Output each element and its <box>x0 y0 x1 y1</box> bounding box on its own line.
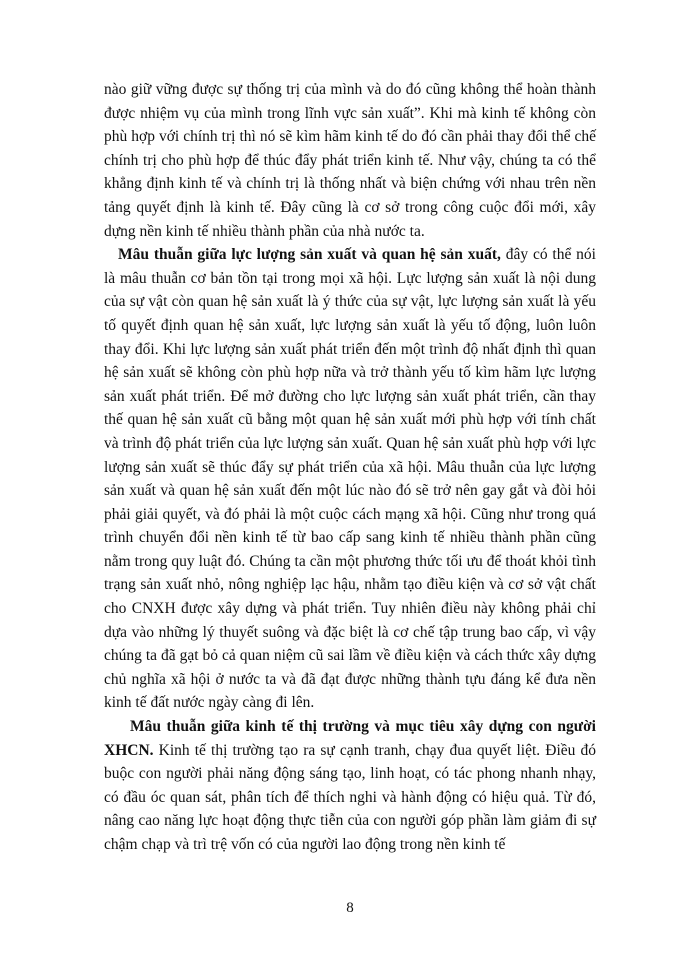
document-page <box>104 78 596 853</box>
paragraph-kinh-te-chinh-tri <box>104 78 596 243</box>
paragraph-kinh-te-thi-truong <box>104 715 596 857</box>
paragraph-lead: Mâu thuẫn giữa kinh tế thị trường và mục tiêu xây dựng con người XHCN. <box>104 718 596 759</box>
page-number: 8 <box>346 900 354 916</box>
paragraph-text: Kinh tế thị trường tạo ra sự cạnh tranh, chạy đua quyết liệt. Điều đó buộc con người phải năng động sáng tạo, linh hoạt, có tác phong nhanh nhạy, có đầu óc quan sát, phân tích để thích nghi và hành động có hiệu quả. Từ đó, nâng cao năng lực hoạt động thực tiễn của con người góp phần làm giảm đi sự chậm chạp và trì trệ vốn có của người lao động trong nền kinh tế <box>104 741 596 853</box>
paragraph-text: đây có thể nói là mâu thuẫn cơ bản tồn tại trong mọi xã hội. Lực lượng sản xuất là nội dung của sự vật còn quan hệ sản xuất là ý thức của sự vật, lực lượng sản xuất là yếu tố quyết định quan hệ sản xuất, lực lượng sản xuất là yếu tố động, luôn luôn thay đổi. Khi lực lượng sản xuất phát triển đến một trình độ nhất định thì quan hệ sản xuất sẽ không còn phù hợp nữa và trở thành yếu tố kìm hãm lực lượng sản xuất phát triển. Để mở đường cho lực lượng sản xuất phát triển, cần thay thế quan hệ sản xuất cũ bằng một quan hệ sản xuất mới phù hợp với tính chất và trình độ phát triển của lực lượng sản xuất. Quan hệ sản xuất phù hợp với lực lượng sản xuất sẽ thúc đẩy sự phát triển của xã hội. Mâu thuẫn của lực lượng sản xuất và quan hệ sản xuất đến một lúc nào đó sẽ trở nên gay gắt và đòi hỏi phải giải quyết, và đó phải là một cuộc cách mạng xã hội. Cũng như trong quá trình chuyển đổi nền kinh tế từ bao cấp sang kinh tế nhiều thành phần cũng nằm trong quy luật đó. Chúng ta cần một phương thức tối ưu để thoát khỏi tình trạng sản xuất nhỏ, nông nghiệp lạc hậu, nhằm tạo điều kiện và cơ sở vật chất cho CNXH được xây dựng và phát triển. Tuy nhiên điều này không phải chỉ dựa vào những lý thuyết suông và đặc biệt là cơ chế tập trung bao cấp, vì vậy chúng ta đã gạt bỏ cả quan niệm cũ sai lầm về điều kiện và cách thức xây dựng chủ nghĩa xã hội ở nước ta và đã đạt được những thành tựu đáng kể đưa nền kinh tế đất nước ngày càng đi lên. <box>104 246 596 712</box>
paragraph-lead: Mâu thuẫn giữa lực lượng sản xuất và quan hệ sản xuất, <box>118 246 501 264</box>
paragraph-text: nào giữ vững được sự thống trị của mình và do đó cũng không thể hoàn thành được nhiệm vụ của mình trong lĩnh vực sản xuất”. Khi mà kinh tế không còn phù hợp với chính trị thì nó sẽ kìm hãm kinh tế do đó cần phải thay đổi thể chế chính trị cho phù hợp để thúc đẩy phát triển kinh tế. Như vậy, chúng ta có thể khẳng định kinh tế và chính trị là thống nhất và biện chứng với nhau trên nền tảng quyết định là kinh tế. Đây cũng là cơ sở trong công cuộc đổi mới, xây dựng nền kinh tế nhiều thành phần của nhà nước ta. <box>104 81 596 240</box>
paragraph-luc-luong-san-xuat <box>104 243 596 715</box>
